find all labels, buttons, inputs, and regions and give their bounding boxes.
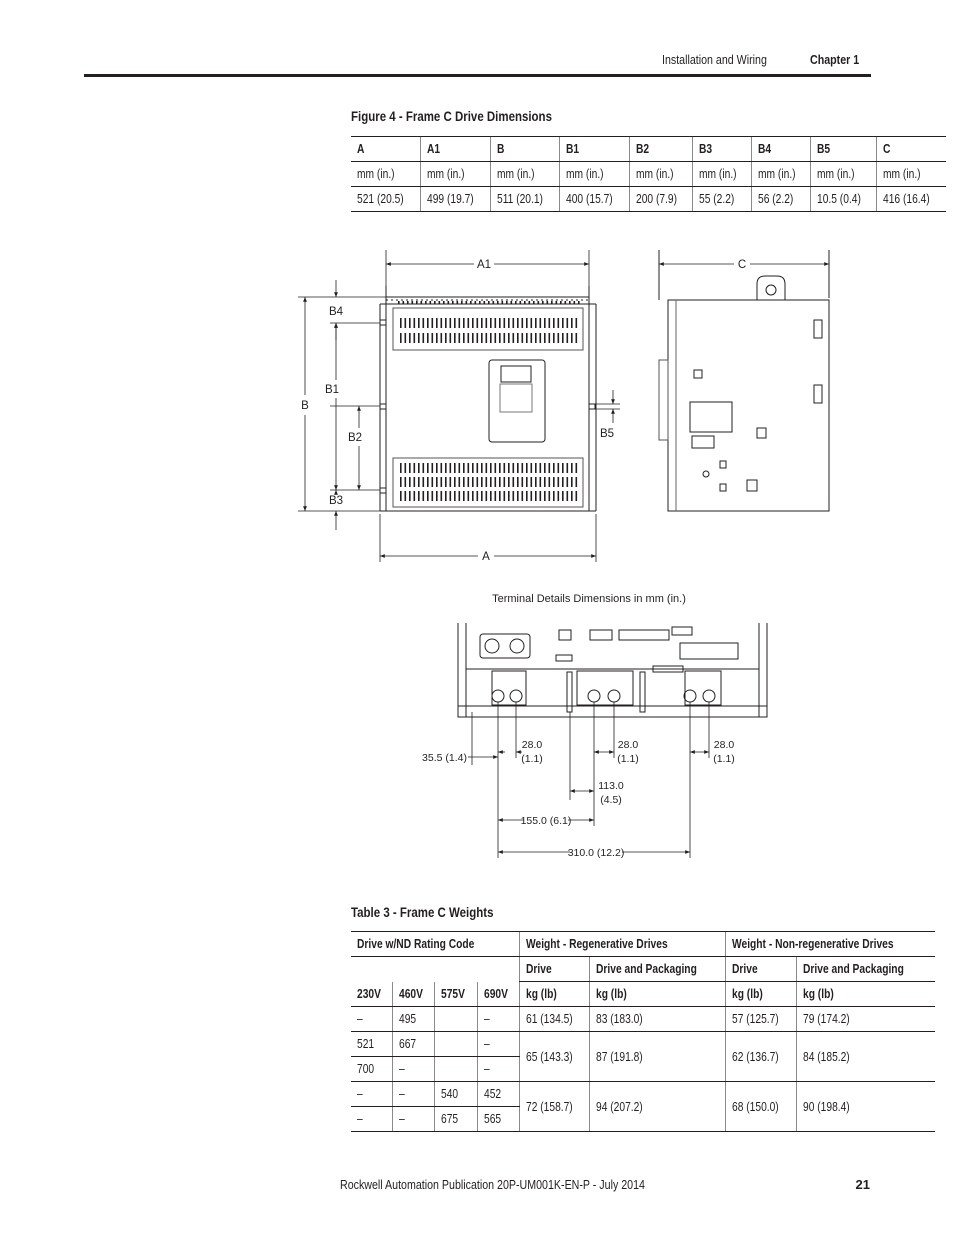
unit-header: kg (lb) [725,982,796,1007]
value-cell: 416 (16.4) [877,187,946,212]
unit-cell: mm (in.) [877,162,946,187]
label-B1: B1 [324,384,340,396]
label-A1: A1 [476,259,492,271]
svg-text:155.0 (6.1): 155.0 (6.1) [520,815,572,827]
value-cell: 10.5 (0.4) [810,187,877,212]
label-A: A [482,551,490,563]
terminal-dimensions [468,702,709,858]
table-row: – – 540 452 72 (158.7) 94 (207.2) 68 (150.0) 90 (198.4) [351,1082,935,1107]
publication-footer: Rockwell Automation Publication 20P-UM001K-EN-P - July 2014 [340,1177,645,1192]
svg-text:35.5 (1.4): 35.5 (1.4) [422,752,467,764]
nonregen-drive-header: Drive [725,957,796,982]
unit-header: kg (lb) [589,982,725,1007]
weights-header-row-2 [351,957,935,982]
label-B: B [301,400,309,412]
unit-cell: mm (in.) [490,162,559,187]
terminal-drawing [458,623,767,717]
label-B2: B2 [347,432,363,444]
label-B3: B3 [328,495,344,507]
label-C: C [737,259,747,271]
rating-code-header: Drive w/ND Rating Code [351,932,519,957]
terminal-title: Terminal Details Dimensions in mm (in.) [492,593,686,605]
value-cell: 400 (15.7) [560,187,630,212]
unit-cell: mm (in.) [751,162,810,187]
value-cell: 200 (7.9) [630,187,693,212]
regen-header: Weight - Regenerative Drives [519,932,725,957]
page-number: 21 [855,1177,870,1192]
value-cell: 521 (20.5) [351,187,420,212]
value-cell: 56 (2.2) [751,187,810,212]
volt-690-header: 690V [477,982,519,1007]
unit-cell: mm (in.) [420,162,490,187]
unit-cell: mm (in.) [810,162,877,187]
label-B4: B4 [328,306,344,318]
unit-header: kg (lb) [797,982,935,1007]
svg-text:113.0: 113.0 [598,780,624,792]
unit-cell: mm (in.) [560,162,630,187]
table-row: 700 – – [351,1057,935,1082]
svg-text:(1.1): (1.1) [713,753,735,765]
regen-pack-header: Drive and Packaging [589,957,725,982]
volt-460-header: 460V [393,982,435,1007]
table-row: – – 675 565 [351,1107,935,1132]
col-B2: B2 [630,137,693,162]
front-dimension-labels [301,259,614,563]
svg-text:(4.5): (4.5) [600,794,622,806]
volt-575-header: 575V [435,982,477,1007]
table-row: – 495 – 61 (134.5) 83 (183.0) 57 (125.7) 79 (174.2) [351,1007,935,1032]
svg-text:(1.1): (1.1) [617,753,639,765]
col-A: A [351,137,420,162]
nonregen-header: Weight - Non-regenerative Drives [725,932,935,957]
col-A1: A1 [420,137,490,162]
unit-header: kg (lb) [519,982,589,1007]
svg-text:(1.1): (1.1) [521,753,543,765]
weights-header-row-1 [351,932,935,957]
svg-text:28.0: 28.0 [713,739,735,751]
unit-cell: mm (in.) [630,162,693,187]
col-B1: B1 [560,137,630,162]
side-view [659,250,829,511]
value-cell: 499 (19.7) [420,187,490,212]
nonregen-pack-header: Drive and Packaging [797,957,935,982]
svg-text:28.0: 28.0 [521,739,543,751]
label-B5: B5 [599,428,615,440]
weights-table [351,931,935,1132]
volt-230-header: 230V [351,982,393,1007]
unit-cell: mm (in.) [693,162,752,187]
weights-header-row-3 [351,982,935,1007]
header-chapter: Chapter 1 [810,52,860,67]
value-cell: 55 (2.2) [693,187,752,212]
svg-text:310.0 (12.2): 310.0 (12.2) [567,847,625,859]
figure-caption: Figure 4 - Frame C Drive Dimensions [351,108,552,124]
col-B4: B4 [751,137,810,162]
col-B3: B3 [693,137,752,162]
unit-cell: mm (in.) [351,162,420,187]
header-section: Installation and Wiring [662,52,768,67]
regen-drive-header: Drive [519,957,589,982]
table-row: 521 667 – 65 (143.3) 87 (191.8) 62 (136.7) 84 (185.2) [351,1032,935,1057]
col-C: C [877,137,946,162]
weights-caption: Table 3 - Frame C Weights [351,904,494,920]
value-cell: 511 (20.1) [490,187,559,212]
col-B5: B5 [810,137,877,162]
svg-text:28.0: 28.0 [617,739,639,751]
col-B: B [490,137,559,162]
